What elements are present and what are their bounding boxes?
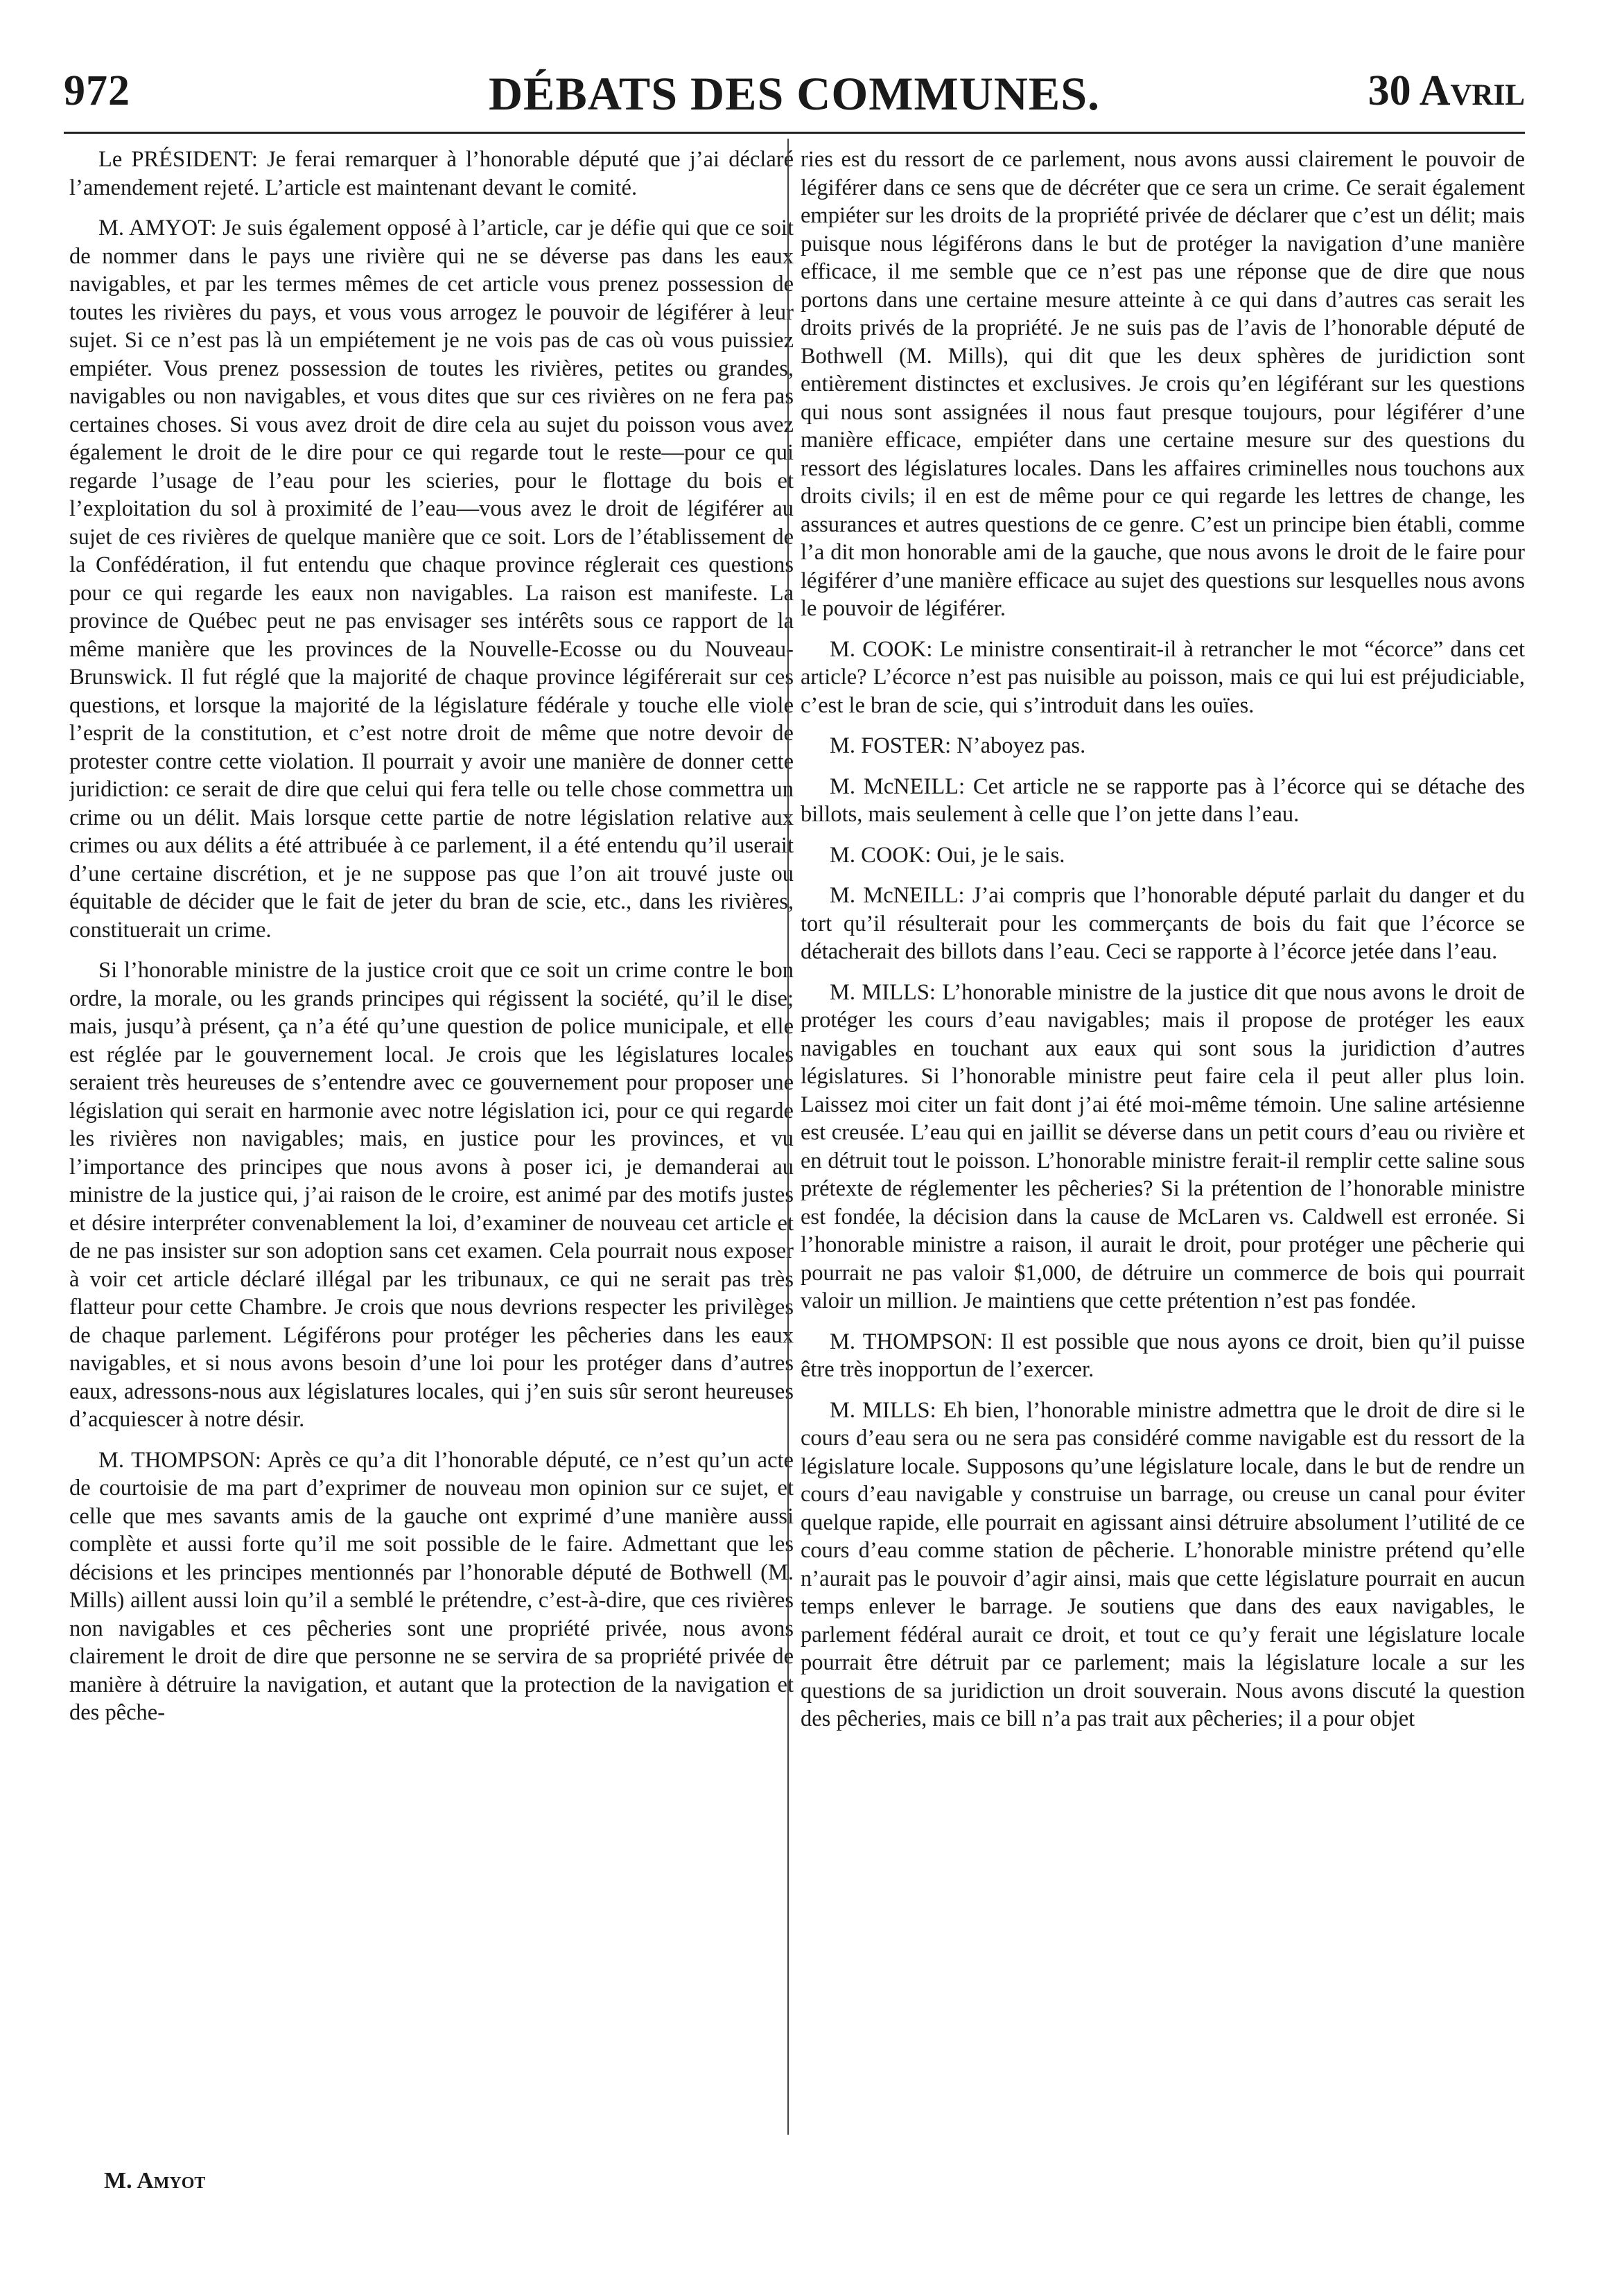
header-date bbox=[1368, 67, 1525, 116]
paragraph: M. THOMPSON: Il est possible que nous ayons ce droit, bien qu’il puisse être très inopportun de l’exercer. bbox=[801, 1329, 1525, 1382]
catchword: M. Amyot bbox=[104, 2168, 206, 2194]
paragraph: M. MILLS: L’honorable ministre de la justice dit que nous avons le droit de protéger les cours d’eau navigables; mais il propose de protéger les eaux navigables en touchant aux eaux qui sont sous la juridiction d’autres législatures. Si l’honorable ministre peut faire cela il peut aller plus loin. Laissez moi citer un fait dont j’ai été moi-même témoin. Une saline artésienne est creusée. L’eau qui en jaillit se déverse dans un petit cours d’eau ou rivière et en détruit tout le poisson. L’honorable ministre ferait-il remplir cette saline sous prétexte de réglementer les pêcheries? Si la prétention de l’honorable ministre est fondée, la décision dans la cause de McLaren vs. Caldwell est erronée. Si l’honorable ministre a raison, il aurait le droit, pour protéger une pêcherie qui pourrait ne pas valoir $1,000, de détruire un commerce de bois qui pourrait valoir un million. Je maintiens que cette prétention n’est pas fondée. bbox=[801, 979, 1525, 1313]
right-column bbox=[801, 146, 1525, 2142]
journal-title: DÉBATS DES COMMUNES. bbox=[488, 67, 1101, 120]
paragraph: M. COOK: Le ministre consentirait-il à retrancher le mot “écorce” dans cet article? L’écorce n’est pas nuisible au poisson, mais ce qui lui est préjudiciable, c’est le bran de scie, qui s’introduit dans les ouïes. bbox=[801, 636, 1525, 718]
header-rule bbox=[64, 132, 1525, 134]
paragraph: ries est du ressort de ce parlement, nous avons aussi clairement le pouvoir de légiférer dans ce sens que de décréter que ce sera un crime. Ce serait également empiéter sur les droits de la propriété privée de déclarer que c’est un délit; mais puisque nous légiférons dans le but de protéger la navigation d’une manière efficace, il me semble que ce n’est pas une réponse que de dire que nous portons dans une certaine mesure atteinte à ce qui dans d’autres cas serait les droits privés de la propriété. Je ne suis pas de l’avis de l’honorable député de Bothwell (M. Mills), qui dit que les deux sphères de juridiction sont entièrement distinctes et exclusives. Je crois qu’en légiférant sur les questions qui nous sont assignées il nous faut presque toujours, pour légiférer d’une manière efficace, empiéter dans une certaine mesure sur des questions du ressort des législatures locales. Dans les affaires criminelles nous touchons aux droits civils; il en est de même pour ce qui regarde les lettres de change, les assurances et autres questions de ce genre. C’est un principe bien établi, comme l’a dit mon honorable ami de la gauche, que nous avons le droit de le faire pour légiférer d’une manière efficace au sujet des questions sur lesquelles nous avons le pouvoir de légiférer. bbox=[801, 147, 1525, 621]
paragraph: Si l’honorable ministre de la justice croit que ce soit un crime contre le bon ordre, la morale, ou les grands principes qui régissent la société, qu’il le dise; mais, jusqu’à présent, ça n’a été qu’une question de police municipale, et elle est réglée par le gouvernement local. Je crois que les législatures locales seraient très heureuses de s’entendre avec ce gouvernement pour proposer une législation qui serait en harmonie avec notre législation ici, pour ce qui regarde les rivières non navigables; mais, en justice pour les provinces, et vu l’importance des principes que nous avons à poser ici, je demanderai au ministre de la justice qui, j’ai raison de le croire, est animé par des motifs justes et désire interpréter convenablement la loi, d’examiner de nouveau cet article et de ne pas insister sur son adoption sans cet examen. Cela pourrait nous exposer à voir cet article déclaré illégal par les tribunaux, ce qui ne serait pas très flatteur pour cette Chambre. Je crois que nous devrions respecter les privilèges de chaque parlement. Légiférons pour protéger les pêcheries dans les eaux navigables, et si nous avons besoin d’une loi pour les protéger dans d’autres eaux, adressons-nous aux législatures locales, qui j’en suis sûr seront heureuses d’acquiescer à notre désir. bbox=[69, 958, 794, 1432]
paragraph: M. AMYOT: Je suis également opposé à l’article, car je défie qui que ce soit de nommer dans le pays une rivière qui ne se déverse pas dans les eaux navigables, et par les termes mêmes de cet article vous prenez possession de toutes les rivières du pays, et vous vous arrogez le pouvoir de légiférer à leur sujet. Si ce n’est pas là un empiétement je ne vois pas de cas où vous puissiez empiéter. Vous prenez possession de toutes les rivières, petites ou grandes, navigables ou non navigables, et vous dites que sur ces rivières on ne fera pas certaines choses. Si vous avez droit de dire cela au sujet du poisson vous avez également le droit de le dire pour ce qui regarde tout le reste—pour ce qui regarde l’usage de l’eau pour les scieries, pour le flottage du bois et l’exploitation du sol à proximité de l’eau—vous avez le droit de légiférer au sujet de ces rivières de quelque manière que ce soit. Lors de l’établissement de la Confédération, il fut entendu que chaque province réglerait ces questions pour ce qui regarde les eaux non navigables. La raison est manifeste. La province de Québec peut ne pas envisager ses intérêts sous ce rapport de la même manière que les provinces de la Nouvelle-Ecosse ou du Nouveau-Brunswick. Il fut réglé que la majorité de chaque province légiférerait sur ces questions, et lorsque la majorité de la législature fédérale y touche elle viole l’esprit de la constitution, et c’est notre droit de même que notre devoir de protester contre cette violation. Il pourrait y avoir une manière de donner cette juridiction: ce serait de dire que celui qui fera telle ou telle chose commettra un crime ou un délit. Mais lorsque cette partie de notre législation relative aux crimes ou aux délits a été attribuée à ce parlement, il a été entendu qu’il userait d’une certaine discrétion, et je ne suppose pas que l’on ait trouvé juste ou équitable de décider que le fait de jeter du bran de scie, etc., dans les rivières, constituerait un crime. bbox=[69, 216, 794, 943]
paragraph: M. COOK: Oui, je le sais. bbox=[830, 842, 1065, 868]
left-column bbox=[69, 146, 794, 2142]
header-date-text: 30 Avril bbox=[1368, 67, 1525, 114]
paragraph: M. FOSTER: N’aboyez pas. bbox=[830, 733, 1086, 758]
paragraph: M. McNEILL: Cet article ne se rapporte pas à l’écorce qui se détache des billots, mais seulement à celle que l’on jette dans l’eau. bbox=[801, 773, 1525, 827]
paragraph: M. THOMPSON: Après ce qu’a dit l’honorable député, ce n’est qu’un acte de courtoisie de ma part d’exprimer de nouveau mon opinion sur ce sujet, et celle que mes savants amis de la gauche ont exprimé d’une manière aussi complète et aussi forte qu’il me soit possible de le faire. Admettant que les décisions et les principes mentionnés par l’honorable député de Bothwell (M. Mills) aillent aussi loin qu’il a semblé le prétendre, c’est-à-dire, que ces rivières non navigables et ces pêcheries sont une propriété privée, nous avons clairement le droit de dire que personne ne se servira de sa propriété privée de manière à détruire la navigation, et autant que la protection de la navigation et des pêche- bbox=[69, 1447, 794, 1725]
page-number: 972 bbox=[64, 67, 130, 114]
column-divider bbox=[787, 139, 789, 2135]
running-head bbox=[64, 67, 1525, 122]
paragraph: Le PRÉSIDENT: Je ferai remarquer à l’honorable député que j’ai déclaré l’amendement rejeté. L’article est maintenant devant le comité. bbox=[69, 147, 794, 200]
paragraph: M. MILLS: Eh bien, l’honorable ministre admettra que le droit de dire si le cours d’eau sera ou ne sera pas considéré comme navigable est du ressort de la législature locale. Supposons qu’une législature locale, dans le but de rendre un cours d’eau navigable y construise un barrage, ou creuse un canal pour éviter quelque rapide, elle pourrait en agissant ainsi détruire absolument l’utilité de ce cours d’eau comme station de pêcherie. L’honorable ministre prétend qu’elle n’aurait pas le pouvoir d’agir ainsi, mais que cette législature pourrait en aucun temps enlever le barrage. Je soutiens que dans des eaux navigables, le parlement fédéral aurait ce droit, et tout ce qu’y ferait une législature locale pourrait être détruit par ce parlement; mais la législature locale a sur les questions de sa juridiction un droit souverain. Nous avons discuté la question des pêcheries, mais ce bill n’a pas trait aux pêcheries; il a pour objet bbox=[801, 1397, 1525, 1731]
paragraph: M. McNEILL: J’ai compris que l’honorable député parlait du danger et du tort qu’il résulterait pour les commerçants de bois du fait que l’écorce se détacherait des billots dans l’eau. Ceci se rapporte à l’écorce jetée dans l’eau. bbox=[801, 883, 1525, 964]
